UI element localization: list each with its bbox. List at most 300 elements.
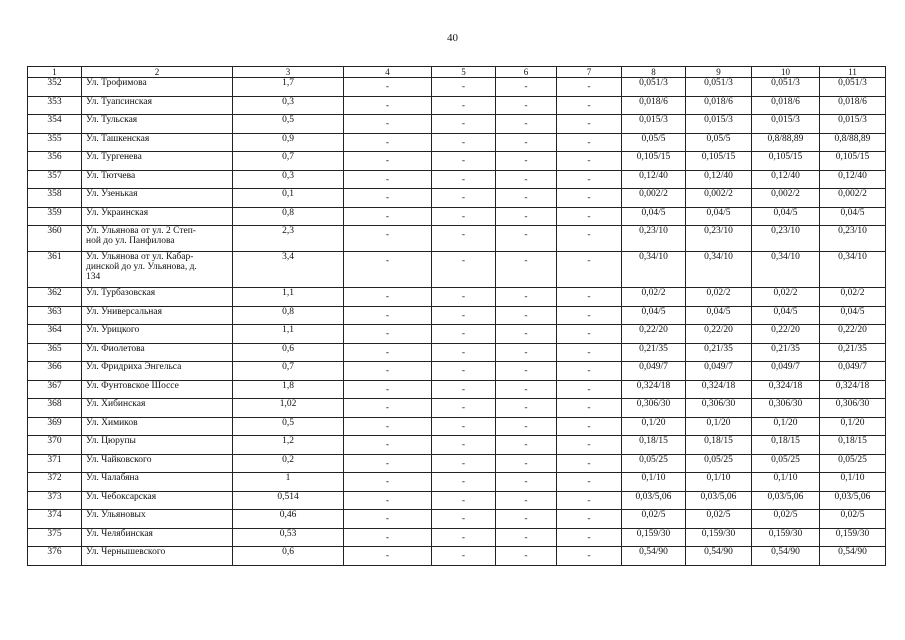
value-cell-col8: 0,18/15 <box>622 436 686 455</box>
value-cell-col11: 0,54/90 <box>820 547 886 566</box>
dash-mark: - <box>587 366 591 376</box>
length-cell: 0,3 <box>233 170 344 189</box>
value-cell-col8: 0,04/5 <box>622 306 686 325</box>
value-cell-col11: 0,23/10 <box>820 226 886 252</box>
value-cell-col9: 0,1/20 <box>686 417 752 436</box>
dash-mark: - <box>461 477 466 487</box>
row-number-cell: 366 <box>28 362 82 381</box>
value-cell-col11: 0,105/15 <box>820 152 886 171</box>
empty-value-cell <box>432 325 496 344</box>
value-cell-col10: 0,015/3 <box>752 115 820 134</box>
street-data-table <box>27 66 886 566</box>
empty-value-cell <box>344 189 432 208</box>
dash-mark: - <box>524 514 528 524</box>
row-number-cell: 359 <box>28 207 82 226</box>
row-number-cell: 363 <box>28 306 82 325</box>
street-name-line: Ул. Универсальная <box>86 306 162 317</box>
column-number: 3 <box>233 67 344 78</box>
value-cell-col8: 0,324/18 <box>622 380 686 399</box>
length-cell: 1,8 <box>233 380 344 399</box>
empty-value-cell <box>344 436 432 455</box>
value-cell-col11: 0,21/35 <box>820 343 886 362</box>
street-name-cell <box>82 170 233 189</box>
street-name-cell <box>82 528 233 547</box>
table-row <box>28 252 886 288</box>
length-cell: 1,02 <box>233 399 344 418</box>
street-name-cell <box>82 207 233 226</box>
dash-mark: - <box>587 514 591 524</box>
value-cell-col10: 0,18/15 <box>752 436 820 455</box>
row-number-cell: 357 <box>28 170 82 189</box>
length-cell: 0,1 <box>233 189 344 208</box>
dash-mark: - <box>461 174 466 185</box>
table-row <box>28 325 886 344</box>
value-cell-col8: 0,049/7 <box>622 362 686 381</box>
empty-value-cell <box>496 436 557 455</box>
empty-value-cell <box>496 306 557 325</box>
street-name-cell <box>82 510 233 529</box>
value-cell-col9: 0,1/10 <box>686 473 752 492</box>
column-number: 5 <box>432 67 496 78</box>
empty-value-cell <box>344 133 432 152</box>
empty-value-cell <box>496 226 557 252</box>
empty-value-cell <box>432 454 496 473</box>
row-number-cell: 372 <box>28 473 82 492</box>
dash-mark: - <box>587 477 591 487</box>
value-cell-col10: 0,018/6 <box>752 96 820 115</box>
empty-value-cell <box>432 252 496 288</box>
dash-mark: - <box>524 495 528 506</box>
dash-mark: - <box>385 440 390 450</box>
dash-mark: - <box>524 310 528 321</box>
dash-mark: - <box>587 440 591 450</box>
length-cell: 0,8 <box>233 207 344 226</box>
empty-value-cell <box>496 528 557 547</box>
value-cell-col11: 0,049/7 <box>820 362 886 381</box>
length-cell: 0,514 <box>233 491 344 510</box>
street-name-line: Ул. Украинская <box>86 207 149 218</box>
dash-mark: - <box>587 100 591 111</box>
dash-mark: - <box>587 137 591 148</box>
dash-mark: - <box>461 532 466 543</box>
dash-mark: - <box>587 403 591 413</box>
value-cell-col11: 0,05/25 <box>820 454 886 473</box>
empty-value-cell <box>432 547 496 566</box>
dash-mark: - <box>524 174 528 185</box>
dash-mark: - <box>385 403 390 413</box>
street-name-cell <box>82 306 233 325</box>
empty-value-cell <box>557 133 622 152</box>
empty-value-cell <box>432 380 496 399</box>
empty-value-cell <box>432 152 496 171</box>
street-name-cell <box>82 325 233 344</box>
value-cell-col10: 0,22/20 <box>752 325 820 344</box>
dash-mark: - <box>385 310 390 321</box>
value-cell-col8: 0,1/20 <box>622 417 686 436</box>
dash-mark: - <box>461 156 466 166</box>
empty-value-cell <box>432 288 496 307</box>
value-cell-col10: 0,306/30 <box>752 399 820 418</box>
empty-value-cell <box>432 115 496 134</box>
dash-mark: - <box>587 119 591 129</box>
dash-mark: - <box>524 256 528 266</box>
length-cell: 0,3 <box>233 96 344 115</box>
value-cell-col10: 0,03/5,06 <box>752 491 820 510</box>
value-cell-col10: 0,002/2 <box>752 189 820 208</box>
length-cell: 1,7 <box>233 78 344 97</box>
dash-mark: - <box>385 100 390 111</box>
row-number-cell: 364 <box>28 325 82 344</box>
empty-value-cell <box>496 362 557 381</box>
empty-value-cell <box>344 343 432 362</box>
empty-value-cell <box>557 306 622 325</box>
empty-value-cell <box>344 399 432 418</box>
row-number-cell: 354 <box>28 115 82 134</box>
dash-mark: - <box>385 551 390 561</box>
value-cell-col9: 0,34/10 <box>686 252 752 288</box>
dash-mark: - <box>385 137 390 148</box>
dash-mark: - <box>524 384 528 395</box>
value-cell-col9: 0,159/30 <box>686 528 752 547</box>
value-cell-col9: 0,04/5 <box>686 306 752 325</box>
empty-value-cell <box>557 226 622 252</box>
empty-value-cell <box>496 417 557 436</box>
empty-value-cell <box>557 252 622 288</box>
length-cell: 1 <box>233 473 344 492</box>
value-cell-col11: 0,306/30 <box>820 399 886 418</box>
empty-value-cell <box>432 436 496 455</box>
row-number-cell: 358 <box>28 189 82 208</box>
table-row <box>28 207 886 226</box>
row-number-cell: 365 <box>28 343 82 362</box>
empty-value-cell <box>557 528 622 547</box>
empty-value-cell <box>344 115 432 134</box>
table-row <box>28 473 886 492</box>
dash-mark: - <box>587 384 591 395</box>
value-cell-col9: 0,002/2 <box>686 189 752 208</box>
value-cell-col8: 0,03/5,06 <box>622 491 686 510</box>
dash-mark: - <box>524 440 528 450</box>
value-cell-col9: 0,324/18 <box>686 380 752 399</box>
dash-mark: - <box>461 440 466 450</box>
value-cell-col11: 0,324/18 <box>820 380 886 399</box>
dash-mark: - <box>524 82 528 92</box>
empty-value-cell <box>496 491 557 510</box>
dash-mark: - <box>587 156 591 166</box>
street-name-cell <box>82 399 233 418</box>
dash-mark: - <box>524 551 528 561</box>
dash-mark: - <box>524 421 528 432</box>
dash-mark: - <box>461 292 466 302</box>
street-name-cell <box>82 436 233 455</box>
empty-value-cell <box>432 78 496 97</box>
table-row <box>28 226 886 252</box>
dash-mark: - <box>461 514 466 524</box>
empty-value-cell <box>496 473 557 492</box>
table-row <box>28 436 886 455</box>
value-cell-col8: 0,02/5 <box>622 510 686 529</box>
length-cell: 0,7 <box>233 362 344 381</box>
empty-value-cell <box>496 547 557 566</box>
length-cell: 1,1 <box>233 325 344 344</box>
empty-value-cell <box>557 399 622 418</box>
length-cell: 0,2 <box>233 454 344 473</box>
value-cell-col11: 0,02/2 <box>820 288 886 307</box>
dash-mark: - <box>385 211 390 222</box>
value-cell-col8: 0,002/2 <box>622 189 686 208</box>
dash-mark: - <box>385 347 390 358</box>
street-name-line: Ул. Фридриха Энгельса <box>86 362 182 372</box>
row-number-cell: 371 <box>28 454 82 473</box>
empty-value-cell <box>432 226 496 252</box>
street-name-line: Ул. Фиолетова <box>86 343 145 354</box>
empty-value-cell <box>432 491 496 510</box>
value-cell-col9: 0,22/20 <box>686 325 752 344</box>
street-name-line: Ул. Чернышевского <box>86 547 166 557</box>
empty-value-cell <box>557 343 622 362</box>
value-cell-col9: 0,306/30 <box>686 399 752 418</box>
dash-mark: - <box>524 532 528 543</box>
value-cell-col8: 0,159/30 <box>622 528 686 547</box>
row-number-cell: 362 <box>28 288 82 307</box>
value-cell-col11: 0,04/5 <box>820 207 886 226</box>
column-number-row <box>28 67 886 78</box>
dash-mark: - <box>385 384 390 395</box>
row-number-cell: 355 <box>28 133 82 152</box>
empty-value-cell <box>344 380 432 399</box>
value-cell-col10: 0,12/40 <box>752 170 820 189</box>
row-number-cell: 352 <box>28 78 82 97</box>
dash-mark: - <box>587 82 591 92</box>
value-cell-col9: 0,04/5 <box>686 207 752 226</box>
table-row <box>28 417 886 436</box>
street-name-cell <box>82 288 233 307</box>
street-name-cell <box>82 226 233 252</box>
empty-value-cell <box>344 528 432 547</box>
length-cell: 0,8 <box>233 306 344 325</box>
street-name-cell <box>82 417 233 436</box>
value-cell-col11: 0,8/88,89 <box>820 133 886 152</box>
street-name-line: Ул. Урицкого <box>86 325 140 335</box>
dash-mark: - <box>461 495 466 506</box>
empty-value-cell <box>432 399 496 418</box>
row-number-cell: 369 <box>28 417 82 436</box>
empty-value-cell <box>557 417 622 436</box>
dash-mark: - <box>385 119 390 129</box>
dash-mark: - <box>587 310 591 321</box>
column-number: 6 <box>496 67 557 78</box>
empty-value-cell <box>557 436 622 455</box>
table-row <box>28 362 886 381</box>
dash-mark: - <box>524 211 528 222</box>
empty-value-cell <box>557 78 622 97</box>
value-cell-col9: 0,02/2 <box>686 288 752 307</box>
empty-value-cell <box>344 417 432 436</box>
empty-value-cell <box>496 189 557 208</box>
value-cell-col11: 0,1/10 <box>820 473 886 492</box>
column-number: 9 <box>686 67 752 78</box>
dash-mark: - <box>524 477 528 487</box>
value-cell-col10: 0,54/90 <box>752 547 820 566</box>
empty-value-cell <box>344 454 432 473</box>
row-number-cell: 370 <box>28 436 82 455</box>
value-cell-col10: 0,049/7 <box>752 362 820 381</box>
dash-mark: - <box>385 174 390 185</box>
empty-value-cell <box>496 152 557 171</box>
value-cell-col8: 0,22/20 <box>622 325 686 344</box>
table-row <box>28 306 886 325</box>
length-cell: 0,53 <box>233 528 344 547</box>
street-name-cell <box>82 78 233 97</box>
empty-value-cell <box>432 170 496 189</box>
value-cell-col8: 0,105/15 <box>622 152 686 171</box>
row-number-cell: 360 <box>28 226 82 252</box>
dash-mark: - <box>385 256 390 266</box>
value-cell-col10: 0,21/35 <box>752 343 820 362</box>
column-number: 4 <box>344 67 432 78</box>
dash-mark: - <box>385 82 390 92</box>
table-body <box>28 67 886 566</box>
value-cell-col9: 0,05/5 <box>686 133 752 152</box>
dash-mark: - <box>461 137 466 148</box>
value-cell-col10: 0,8/88,89 <box>752 133 820 152</box>
table-row <box>28 454 886 473</box>
dash-mark: - <box>524 156 528 166</box>
value-cell-col11: 0,12/40 <box>820 170 886 189</box>
empty-value-cell <box>557 454 622 473</box>
dash-mark: - <box>385 193 390 203</box>
dash-mark: - <box>524 100 528 111</box>
value-cell-col8: 0,1/10 <box>622 473 686 492</box>
length-cell: 1,1 <box>233 288 344 307</box>
dash-mark: - <box>385 329 390 339</box>
dash-mark: - <box>385 514 390 524</box>
dash-mark: - <box>461 310 466 321</box>
value-cell-col9: 0,23/10 <box>686 226 752 252</box>
empty-value-cell <box>344 78 432 97</box>
table-row <box>28 189 886 208</box>
value-cell-col9: 0,051/3 <box>686 78 752 97</box>
value-cell-col9: 0,018/6 <box>686 96 752 115</box>
dash-mark: - <box>587 551 591 561</box>
value-cell-col8: 0,02/2 <box>622 288 686 307</box>
street-name-line: Ул. Ульянова от ул. Кабар- <box>86 252 194 262</box>
value-cell-col10: 0,1/20 <box>752 417 820 436</box>
row-number-cell: 375 <box>28 528 82 547</box>
dash-mark: - <box>587 532 591 543</box>
empty-value-cell <box>557 170 622 189</box>
value-cell-col10: 0,105/15 <box>752 152 820 171</box>
dash-mark: - <box>587 458 591 469</box>
street-name-line: Ул. Челябинская <box>86 528 153 539</box>
empty-value-cell <box>344 96 432 115</box>
column-number: 11 <box>820 67 886 78</box>
street-name-cell <box>82 133 233 152</box>
empty-value-cell <box>432 528 496 547</box>
dash-mark: - <box>461 100 466 111</box>
table-row <box>28 78 886 97</box>
table-row <box>28 170 886 189</box>
empty-value-cell <box>496 207 557 226</box>
dash-mark: - <box>461 366 466 376</box>
table-row <box>28 96 886 115</box>
empty-value-cell <box>344 288 432 307</box>
empty-value-cell <box>557 473 622 492</box>
dash-mark: - <box>524 347 528 358</box>
dash-mark: - <box>461 384 466 395</box>
empty-value-cell <box>344 152 432 171</box>
empty-value-cell <box>496 325 557 344</box>
dash-mark: - <box>587 347 591 358</box>
street-name-line: ной до ул. Панфилова <box>86 236 175 246</box>
value-cell-col11: 0,1/20 <box>820 417 886 436</box>
value-cell-col11: 0,051/3 <box>820 78 886 97</box>
value-cell-col8: 0,306/30 <box>622 399 686 418</box>
empty-value-cell <box>496 78 557 97</box>
table-row <box>28 133 886 152</box>
value-cell-col8: 0,04/5 <box>622 207 686 226</box>
table-row <box>28 115 886 134</box>
dash-mark: - <box>461 403 466 413</box>
dash-mark: - <box>587 174 591 185</box>
empty-value-cell <box>344 491 432 510</box>
empty-value-cell <box>432 189 496 208</box>
dash-mark: - <box>385 532 390 543</box>
value-cell-col9: 0,18/15 <box>686 436 752 455</box>
value-cell-col11: 0,018/6 <box>820 96 886 115</box>
street-name-cell <box>82 380 233 399</box>
table-row <box>28 399 886 418</box>
value-cell-col10: 0,051/3 <box>752 78 820 97</box>
value-cell-col9: 0,105/15 <box>686 152 752 171</box>
street-name-line: Ул. Турбазовская <box>86 288 156 298</box>
value-cell-col10: 0,04/5 <box>752 306 820 325</box>
table-row <box>28 288 886 307</box>
value-cell-col10: 0,02/5 <box>752 510 820 529</box>
dash-mark: - <box>587 421 591 432</box>
value-cell-col9: 0,03/5,06 <box>686 491 752 510</box>
empty-value-cell <box>496 510 557 529</box>
dash-mark: - <box>587 211 591 222</box>
dash-mark: - <box>385 458 390 469</box>
street-name-cell <box>82 252 233 288</box>
dash-mark: - <box>461 82 466 92</box>
empty-value-cell <box>557 115 622 134</box>
street-name-line: Ул. Чайковского <box>86 454 152 465</box>
value-cell-col11: 0,02/5 <box>820 510 886 529</box>
dash-mark: - <box>587 256 591 266</box>
street-name-cell <box>82 454 233 473</box>
column-number: 7 <box>557 67 622 78</box>
empty-value-cell <box>344 306 432 325</box>
street-name-line: Ул. Ульянова от ул. 2 Степ- <box>86 226 196 236</box>
dash-mark: - <box>524 458 528 469</box>
empty-value-cell <box>432 133 496 152</box>
street-name-cell <box>82 189 233 208</box>
value-cell-col10: 0,02/2 <box>752 288 820 307</box>
empty-value-cell <box>557 152 622 171</box>
street-name-line: динской до ул. Ульянова, д. <box>86 262 197 272</box>
street-name-cell <box>82 491 233 510</box>
length-cell: 0,46 <box>233 510 344 529</box>
value-cell-col10: 0,23/10 <box>752 226 820 252</box>
empty-value-cell <box>557 547 622 566</box>
street-name-line: Ул. Ульяновых <box>86 510 146 520</box>
value-cell-col11: 0,18/15 <box>820 436 886 455</box>
value-cell-col10: 0,324/18 <box>752 380 820 399</box>
dash-mark: - <box>461 119 466 129</box>
street-name-line: Ул. Ташкенская <box>86 133 150 144</box>
